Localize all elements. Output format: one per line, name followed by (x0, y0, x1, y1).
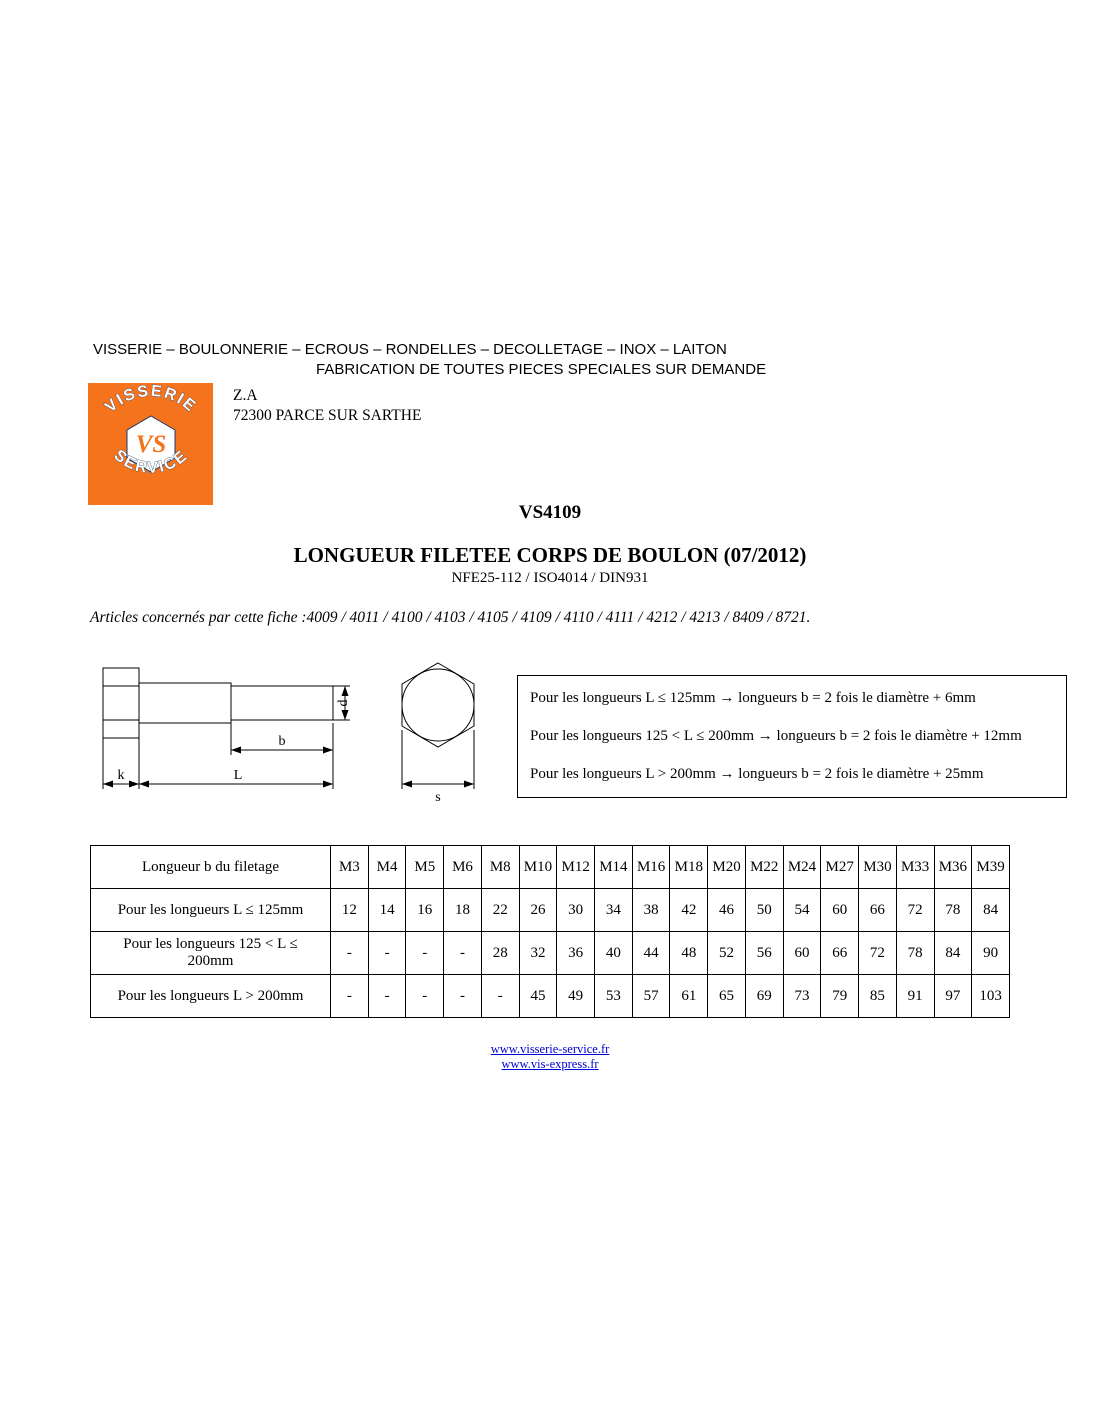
document-header (93, 340, 766, 380)
table-value-cell: 56 (745, 932, 783, 975)
table-value-cell: 97 (934, 975, 972, 1018)
table-value-cell: 45 (519, 975, 557, 1018)
table-value-cell: 32 (519, 932, 557, 975)
thread-length-rule: Pour les longueurs L > 200mm → longueurs b = 2 fois le diamètre + 25mm (530, 766, 984, 782)
table-value-cell: 14 (368, 889, 406, 932)
table-header-size: M22 (745, 846, 783, 889)
table-value-cell: 28 (481, 932, 519, 975)
table-header-size: M16 (632, 846, 670, 889)
table-value-cell: 61 (670, 975, 708, 1018)
articles-line: Articles concernés par cette fiche :4009 / 4011 / 4100 / 4103 / 4105 / 4109 / 4110 / 4111 / 4212 / 4213 / 8409 / 8721. (90, 609, 811, 626)
thread-length-rule: Pour les longueurs 125 < L ≤ 200mm → longueurs b = 2 fois le diamètre + 12mm (530, 728, 1022, 744)
table-value-cell: 103 (972, 975, 1010, 1018)
table-value-cell: 84 (934, 932, 972, 975)
company-address (233, 383, 421, 426)
table-row-label: Pour les longueurs L > 200mm (91, 975, 331, 1018)
table-header-size: M30 (859, 846, 897, 889)
dim-label-k: k (117, 768, 125, 783)
table-value-cell: 30 (557, 889, 595, 932)
table-value-cell: - (368, 932, 406, 975)
logo-top-text: VISSERIE (102, 383, 200, 417)
table-value-cell: 54 (783, 889, 821, 932)
table-value-cell: 79 (821, 975, 859, 1018)
table-header-size: M33 (896, 846, 934, 889)
dim-label-b: b (278, 734, 286, 749)
table-value-cell: 60 (783, 932, 821, 975)
table-value-cell: 18 (444, 889, 482, 932)
thread-length-table (90, 845, 1010, 1018)
table-value-cell: 78 (934, 889, 972, 932)
table-value-cell: - (368, 975, 406, 1018)
table-header-size: M6 (444, 846, 482, 889)
table-value-cell: 34 (595, 889, 633, 932)
logo-bottom-text: SERVICE (110, 446, 192, 478)
table-value-cell: 53 (595, 975, 633, 1018)
bolt-thread-outline (231, 686, 333, 720)
table-value-cell: 12 (331, 889, 369, 932)
table-value-cell: 65 (708, 975, 746, 1018)
table-value-cell: 72 (896, 889, 934, 932)
table-value-cell: - (406, 932, 444, 975)
table-row-label: Pour les longueurs L ≤ 125mm (91, 889, 331, 932)
table-value-cell: 48 (670, 932, 708, 975)
header-line-1: VISSERIE – BOULONNERIE – ECROUS – RONDELLES – DECOLLETAGE – INOX – LAITON (93, 341, 727, 358)
table-value-cell: 66 (859, 889, 897, 932)
table-value-cell: - (331, 932, 369, 975)
table-header-size: M12 (557, 846, 595, 889)
table-value-cell: 85 (859, 975, 897, 1018)
bolt-head-outline (103, 668, 139, 738)
footer-link[interactable]: www.visserie-service.fr (490, 1042, 610, 1056)
table-value-cell: 26 (519, 889, 557, 932)
dim-label-s: s (435, 790, 441, 805)
thread-length-rules-box (517, 675, 1067, 798)
address-line-2: 72300 PARCE SUR SARTHE (233, 407, 422, 424)
bolt-side-view-drawing (98, 660, 353, 805)
table-value-cell: 16 (406, 889, 444, 932)
table-value-cell: 60 (821, 889, 859, 932)
bolt-head-view-drawing (383, 660, 493, 805)
table-value-cell: 72 (859, 932, 897, 975)
table-value-cell: 66 (821, 932, 859, 975)
header-line-2: FABRICATION DE TOUTES PIECES SPECIALES SUR DEMANDE (316, 361, 767, 378)
hexagon-outline (402, 663, 474, 747)
page-title: LONGUEUR FILETEE CORPS DE BOULON (07/2012) (293, 543, 807, 567)
table-header-size: M27 (821, 846, 859, 889)
table-value-cell: 73 (783, 975, 821, 1018)
table-value-cell: 91 (896, 975, 934, 1018)
table-header-size: M3 (331, 846, 369, 889)
table-header-label: Longueur b du filetage (91, 846, 331, 889)
table-value-cell: 40 (595, 932, 633, 975)
table-value-cell: 22 (481, 889, 519, 932)
table-row (91, 975, 1010, 1018)
bolt-shank-outline (139, 683, 231, 723)
table-header-size: M18 (670, 846, 708, 889)
table-value-cell: 69 (745, 975, 783, 1018)
inscribed-circle (402, 669, 474, 741)
table-value-cell: 52 (708, 932, 746, 975)
table-header-size: M20 (708, 846, 746, 889)
table-value-cell: 57 (632, 975, 670, 1018)
table-value-cell: - (331, 975, 369, 1018)
table-header-size: M14 (595, 846, 633, 889)
table-row (91, 932, 1010, 975)
table-value-cell: - (481, 975, 519, 1018)
diagram-section (98, 660, 1067, 805)
address-line-1: Z.A (233, 387, 258, 404)
table-value-cell: 50 (745, 889, 783, 932)
table-value-cell: - (444, 975, 482, 1018)
table-value-cell: 78 (896, 932, 934, 975)
table-row-label: Pour les longueurs 125 < L ≤ 200mm (91, 932, 331, 975)
table-header-size: M36 (934, 846, 972, 889)
dim-label-d: d (336, 699, 351, 707)
table-header-size: M39 (972, 846, 1010, 889)
footer-link[interactable]: www.vis-express.fr (501, 1057, 599, 1071)
table-value-cell: 90 (972, 932, 1010, 975)
company-logo (88, 383, 213, 505)
logo-monogram: VS (135, 431, 167, 458)
thread-length-rule: Pour les longueurs L ≤ 125mm → longueurs b = 2 fois le diamètre + 6mm (530, 690, 976, 706)
table-value-cell: 44 (632, 932, 670, 975)
table-value-cell: - (444, 932, 482, 975)
standards-line: NFE25-112 / ISO4014 / DIN931 (451, 570, 649, 586)
brand-row (88, 383, 421, 505)
table-value-cell: 84 (972, 889, 1010, 932)
table-value-cell: - (406, 975, 444, 1018)
table-header-row (91, 846, 1010, 889)
dim-label-l: L (233, 768, 243, 783)
table-value-cell: 36 (557, 932, 595, 975)
table-row (91, 889, 1010, 932)
table-value-cell: 46 (708, 889, 746, 932)
table-header-size: M10 (519, 846, 557, 889)
table-value-cell: 49 (557, 975, 595, 1018)
table-value-cell: 38 (632, 889, 670, 932)
table-value-cell: 42 (670, 889, 708, 932)
footer-links (0, 1042, 1100, 1072)
table-header-size: M24 (783, 846, 821, 889)
document-code: VS4109 (518, 502, 582, 523)
table-header-size: M4 (368, 846, 406, 889)
table-header-size: M5 (406, 846, 444, 889)
table-header-size: M8 (481, 846, 519, 889)
